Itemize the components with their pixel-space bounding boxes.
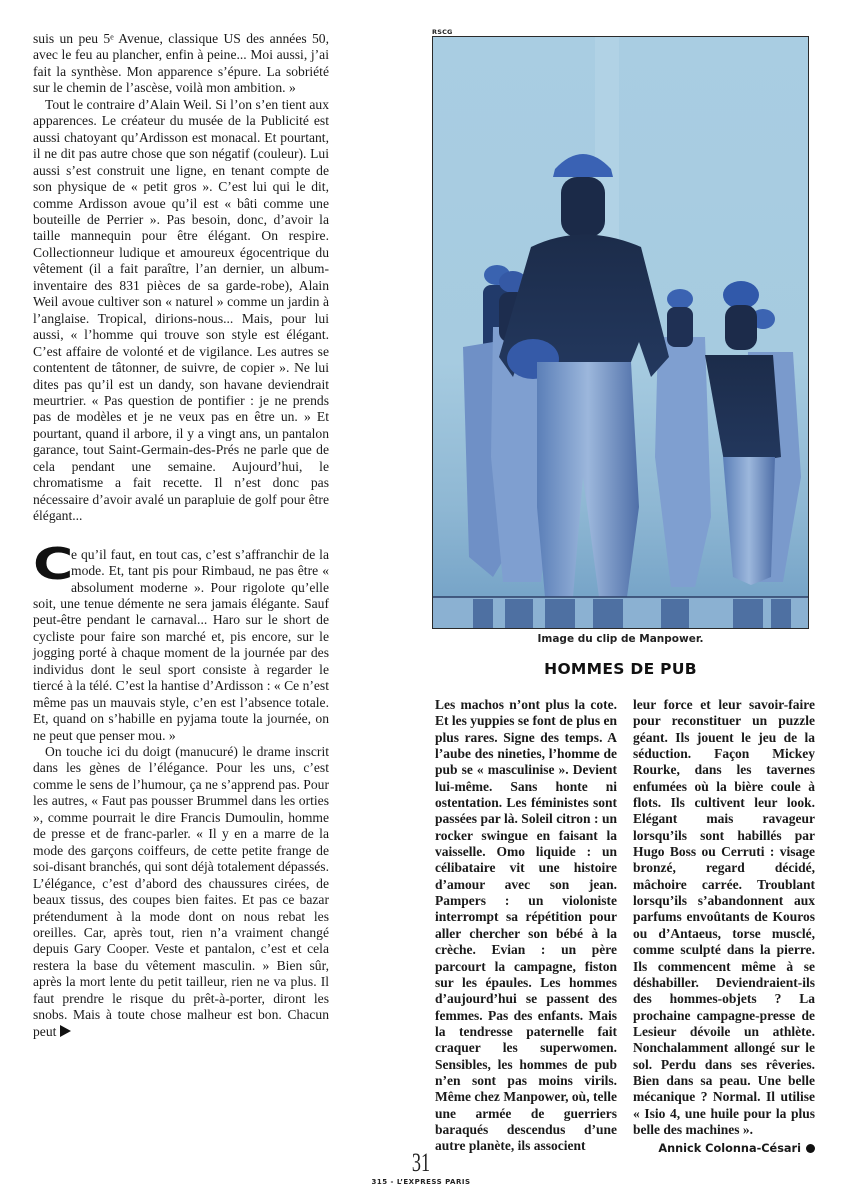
sidebar-columns (435, 697, 815, 1158)
photo-credit: RSCG (432, 28, 453, 36)
photo-caption: Image du clip de Manpower. (537, 633, 704, 645)
worker-right-back (655, 289, 711, 587)
continue-arrow-icon (60, 1025, 71, 1037)
publication-footer: 315 - L’EXPRESS PARIS (371, 1178, 471, 1186)
article-paragraph-last (33, 744, 329, 1040)
photo-illustration (433, 37, 809, 629)
sidebar-column-2 (633, 697, 815, 1158)
page-number: 31 (411, 1148, 431, 1177)
manpower-photo (432, 36, 809, 629)
article-paragraph: suis un peu 5ᵉ Avenue, classique US des années 50, avec le feu au plancher, enfin à peine... Moi aussi, j’ai fait la synthèse. Mon apparence s’épure. La sobriété sur le chemin de l’ascèse, voilà mon ambition. » (33, 31, 329, 96)
worker-figures (463, 154, 801, 597)
end-bullet-icon (806, 1144, 815, 1153)
dropcap-letter: C (33, 538, 74, 590)
article-paragraph-text: On touche ici du doigt (manucuré) le drame inscrit dans les gènes de l’élégance. Pour les uns, c’est comme le sens de l’humour, ça ne s’apprend pas. Pour les autres, « Faut pas pousser Brummel dans les orties », comme pourrait le dire Francis Dumoulin, homme de presse et de franc-parler. « Il y en a marre de la mode des garçons coiffeurs, de cette petite frange de soi-disant branchés, qui sont déjà totalement dépassés. L’élégance, c’est d’abord des chaussures cirées, de beaux tissus, des coupes bien faites. Et pas ce bazar prétendument à la mode dont on nous rebat les oreilles. Car, après tout, rien n’a vraiment changé depuis Gary Cooper. Veste et pantalon, c’est et cela restera la base du vêtement masculin. » Bien sûr, après la mort lente du petit tailleur, rien ne va plus. Il faut prendre le risque du prêt-à-porter, diront les snobs. Mais à toute chose malheur est bon. Chacun peut (33, 744, 329, 1039)
article-paragraph-dropcap (33, 538, 329, 744)
sidebar-column-1 (435, 697, 617, 1158)
author-name: Annick Colonna-Césari (658, 1142, 801, 1156)
sidebar-paragraph: Les machos n’ont plus la cote. Et les yuppies se font de plus en plus rares. Signe des temps. A l’aube des nineties, l’homme de pub se « masculinise ». Devient lui-même. Sans honte ni ostentation. Les féministes sont passées par là. Soleil citron : un rocker swingue en faisant la vaisselle. Omo liquide : un célibataire vit une histoire d’amour avec son jean. Pampers : un violoniste interrompt sa répétition pour aller chercher son bébé à la crèche. Evian : un père parcourt la campagne, fiston sur les épaules. Les hommes d’aujourd’hui se passent des femmes. Pas des enfants. Mais la tendresse paternelle fait craquer les superwomen. Sensibles, les hommes de pub n’en sont pas moins virils. Même chez Manpower, où, telle une armée de guerriers baraqués descendus d’une autre planète, ils associent (435, 697, 617, 1154)
sidebar-paragraph: leur force et leur savoir-faire pour reconstituer un puzzle géant. Ils jouent le jeu de la séduction. Façon Mickey Rourke, dans les tavernes enfumées où la bière coule à flots. Ils cultivent leur look. Elégant mais ravageur lorsqu’ils sont habillés par Hugo Boss ou Cerruti : visage bronzé, regard décidé, mâchoire carrée. Troublant lorsqu’ils s’abandonnent aux parfums envoûtants de Kouros ou d’Antaeus, torse musclé, comme sculpté dans la pierre. Ils commencent même à se déshabiller. Deviendraient-ils des hommes-objets ? La prochaine campagne-presse de Lesieur dévoile un athlète. Nonchalamment allongé sur le sol. Perdu dans ses rêveries. Bien dans sa peau. Une belle mécanique ? Normal. Il utilise « Isio 4, une huile pour la plus belle des machines ». (633, 697, 815, 1137)
sidebar-title: HOMMES DE PUB (544, 660, 697, 678)
article-paragraph: Tout le contraire d’Alain Weil. Si l’on s’en tient aux apparences. Le créateur du musée de la Publicité est aussi chatoyant qu’Ardisson est monacal. Et pourtant, il ne dit pas autre chose que son négatif (couleur). Lui aussi s’est construit une ligne, en tenant compte de son physique de « petit gros ». C’est lui qui le dit, comme Ardisson avoue qu’il est « bâti comme une bouteille de Perrier ». Pas besoin, donc, d’avoir la taille mannequin pour être élégant. On respire. Collectionneur ludique et amoureux égocentrique du vêtement (il a fait paraître, l’an dernier, un album-inventaire des 831 pièces de sa garde-robe), Alain Weil avoue cultiver son « naturel » comme un jardin à l’anglaise. Tropical, dirions-nous... Mais, pour lui aussi, « l’homme qui trouve son style est élégant. C’est affaire de volonté et de vigilance. Les autres se contentent de tâtonner, de suivre, de copier ». Ne lui dites pas qu’il est un dandy, son havane deviendrait meurtrier. « Pas question de pontifier : je ne prends pas de modèles et je ne veux pas en être un. » Et pourtant, quand il arbore, il y a vingt ans, un pantalon garance, tout Saint-Germain-des-Prés ne parle que de cela pendant une semaine. Aujourd’hui, le chromatisme a fait recette. Il n’est donc pas nécessaire d’avoir avalé un parapluie de golf pour être élégant... (33, 96, 329, 524)
dropcap-paragraph-text: e qu’il faut, en tout cas, c’est s’affranchir de la mode. Et, tant pis pour Rimbaud, ne pas être « absolument moderne ». Pour rigolote qu’elle soit, une tenue démente ne sera jamais élégante. Sauf peut-être pendant le carnaval... Haro sur le short de cycliste pour faire son marché et, pis encore, sur le jogging porté à chaque moment de la journée par des individus dont le seul sport consiste à regarder le tiercé à la télé. C’est la hantise d’Ardisson : « Ce n’est même pas un mauvais style, c’en est l’absence totale. Et, quand on s’habille en pyjama toute la journée, on ne peut que penser mou. » (33, 546, 329, 743)
article-left-column (33, 31, 329, 1040)
